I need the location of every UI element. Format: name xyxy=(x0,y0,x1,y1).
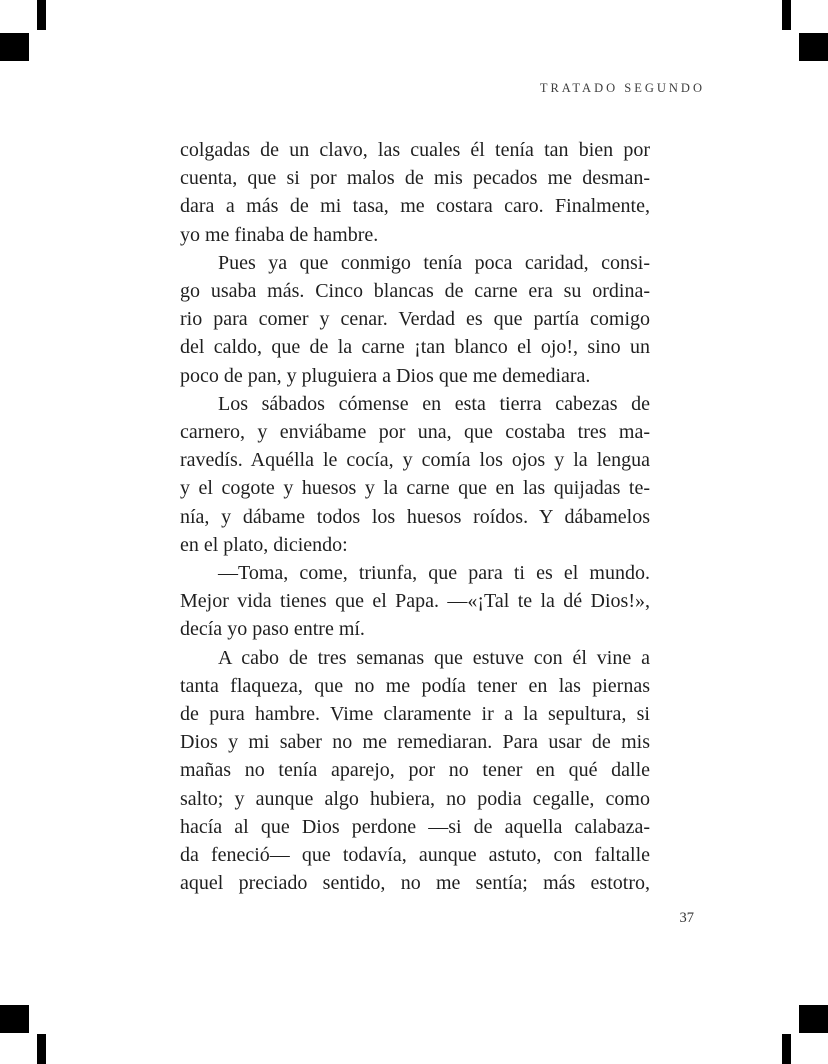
page-number: 37 xyxy=(679,910,694,926)
text-line: carnero, y enviábame por una, que costaba tres ma- xyxy=(180,421,650,444)
paragraph xyxy=(180,559,650,644)
text-line: poco de pan, y pluguiera a Dios que me demediara. xyxy=(180,364,591,387)
crop-mark-top-left-vertical-icon xyxy=(37,0,46,30)
text-line: rio para comer y cenar. Verdad es que partía comigo xyxy=(180,308,650,331)
text-line: colgadas de un clavo, las cuales él tenía tan bien por xyxy=(180,139,650,161)
text-line: —Toma, come, triunfa, que para ti es el mundo. xyxy=(218,562,650,585)
text-line: nía, y dábame todos los huesos roídos. Y dábamelos xyxy=(180,505,650,528)
text-line: en el plato, diciendo: xyxy=(180,533,348,556)
body-text xyxy=(180,136,650,897)
paragraph xyxy=(180,644,650,898)
text-line: Los sábados cómense en esta tierra cabezas de xyxy=(218,392,650,415)
text-line: Dios y mi saber no me remediaran. Para usar de mis xyxy=(180,731,650,754)
text-line: Pues ya que conmigo tenía poca caridad, consi- xyxy=(218,251,650,274)
text-line: yo me finaba de hambre. xyxy=(180,223,379,246)
text-line: ravedís. Aquélla le cocía, y comía los ojos y la lengua xyxy=(180,449,650,472)
paragraph xyxy=(180,249,650,390)
text-line: decía yo paso entre mí. xyxy=(180,618,365,641)
text-line: go usaba más. Cinco blancas de carne era su ordina- xyxy=(180,280,650,303)
text-line: Mejor vida tienes que el Papa. —«¡Tal te la dé Dios!», xyxy=(180,590,650,613)
crop-mark-bottom-right-horizontal-icon xyxy=(799,1005,828,1033)
text-line: hacía al que Dios perdone —si de aquella calabaza- xyxy=(180,815,650,838)
text-line: A cabo de tres semanas que estuve con él vine a xyxy=(218,646,650,669)
text-line: y el cogote y huesos y la carne que en las quijadas te- xyxy=(180,477,650,500)
crop-mark-bottom-left-horizontal-icon xyxy=(0,1005,29,1033)
crop-mark-bottom-left-vertical-icon xyxy=(37,1034,46,1064)
crop-mark-bottom-right-vertical-icon xyxy=(782,1034,791,1064)
text-line: da feneció— que todavía, aunque astuto, con faltalle xyxy=(180,844,650,867)
text-line: cuenta, que si por malos de mis pecados me desman- xyxy=(180,167,650,190)
paragraph xyxy=(180,390,650,559)
running-header: TRATADO SEGUNDO xyxy=(539,81,705,95)
text-line: salto; y aunque algo hubiera, no podia cegalle, como xyxy=(180,787,650,810)
crop-mark-top-right-horizontal-icon xyxy=(799,33,828,61)
text-line: tanta flaqueza, que no me podía tener en las piernas xyxy=(180,674,650,697)
crop-mark-top-right-vertical-icon xyxy=(782,0,791,30)
text-line: mañas no tenía aparejo, por no tener en qué dalle xyxy=(180,759,650,782)
text-line: del caldo, que de la carne ¡tan blanco el ojo!, sino un xyxy=(180,336,650,359)
text-line: dara a más de mi tasa, me costara caro. Finalmente, xyxy=(180,195,650,218)
text-line: aquel preciado sentido, no me sentía; más estotro, xyxy=(180,872,650,895)
paragraph xyxy=(180,136,650,249)
text-line: de pura hambre. Vime claramente ir a la sepultura, si xyxy=(180,703,650,726)
crop-mark-top-left-horizontal-icon xyxy=(0,33,29,61)
